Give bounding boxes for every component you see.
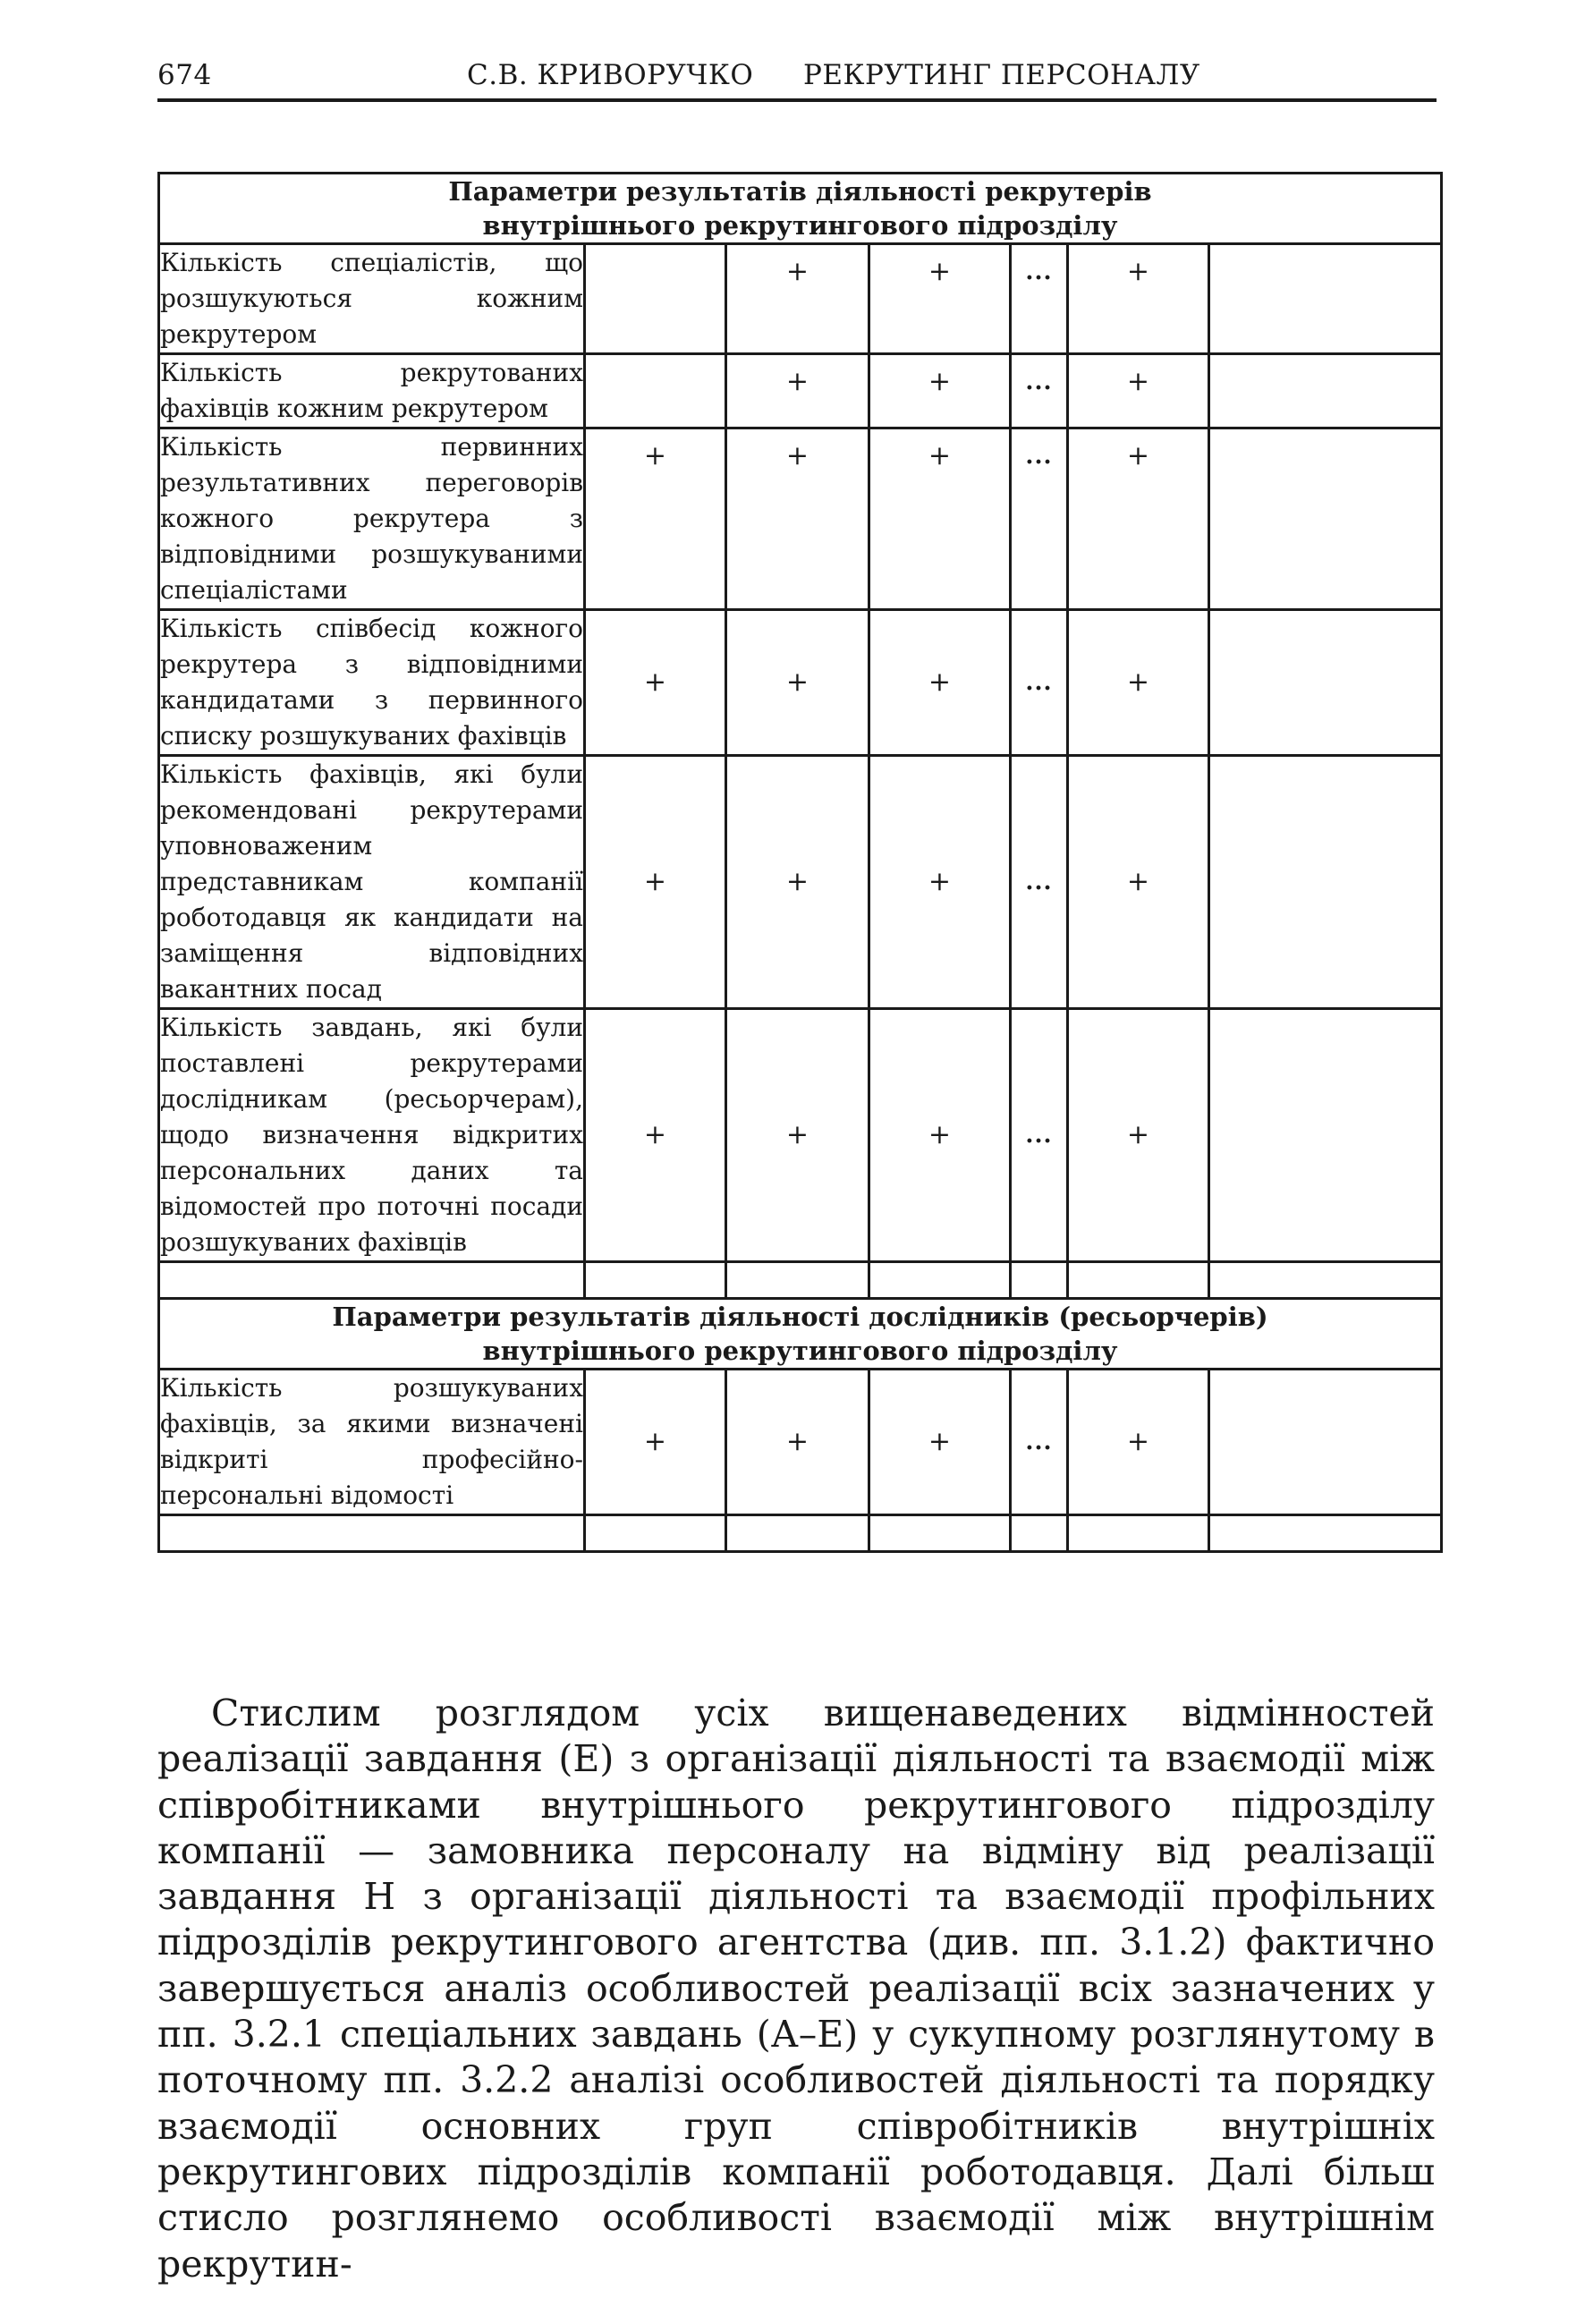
empty-cell <box>1209 610 1442 756</box>
blank-row <box>159 1262 1442 1299</box>
empty-cell <box>585 1515 726 1552</box>
plus-mark-cell: + <box>726 244 869 354</box>
empty-cell <box>1068 1515 1209 1552</box>
empty-cell <box>726 1515 869 1552</box>
empty-cell <box>1011 1262 1068 1299</box>
plus-mark-cell: + <box>869 1009 1011 1262</box>
row-label: Кількість співбесід кожного рекрутера з відповідними кандидатами з первинного списку розшукуваних фахівців <box>159 610 585 756</box>
empty-cell <box>726 1262 869 1299</box>
parameters-table <box>157 172 1443 1553</box>
section-title-line1: Параметри результатів діяльності дослідників (ресьорчерів) <box>332 1302 1268 1332</box>
header-author: С.В. КРИВОРУЧКО <box>467 59 754 91</box>
plus-mark-cell: + <box>869 428 1011 610</box>
empty-cell <box>1209 1009 1442 1262</box>
empty-cell <box>1011 1515 1068 1552</box>
empty-cell <box>159 1262 585 1299</box>
plus-mark-cell: + <box>1068 428 1209 610</box>
row-label: Кількість первинних результативних переговорів кожного рекрутера з відповідними розшукуваними спеціалістами <box>159 428 585 610</box>
ellipsis-cell: ... <box>1011 1009 1068 1262</box>
plus-mark-cell: + <box>869 244 1011 354</box>
empty-cell <box>1209 244 1442 354</box>
row-label: Кількість рекрутованих фахівців кожним рекрутером <box>159 354 585 428</box>
section-title-line2: внутрішнього рекрутингового підрозділу <box>482 1336 1118 1366</box>
empty-cell <box>1209 756 1442 1009</box>
plus-mark-cell: + <box>726 1370 869 1515</box>
table-row <box>159 354 1442 428</box>
plus-mark-cell: + <box>585 1009 726 1262</box>
plus-mark-cell: + <box>1068 756 1209 1009</box>
section-header-row <box>159 174 1442 244</box>
body-paragraph-block <box>157 1691 1435 2287</box>
plus-mark-cell: + <box>726 756 869 1009</box>
empty-cell <box>159 1515 585 1552</box>
plus-mark-cell: + <box>726 354 869 428</box>
ellipsis-cell: ... <box>1011 756 1068 1009</box>
empty-cell <box>585 354 726 428</box>
row-label: Кількість фахівців, які були рекомендовані рекрутерами уповноваженим представникам компанії роботодавця як кандидати на заміщення відповідних вакантних посад <box>159 756 585 1009</box>
plus-mark-cell: + <box>1068 610 1209 756</box>
section-title <box>159 174 1442 244</box>
section-title-line1: Параметри результатів діяльності рекрутерів <box>448 176 1152 207</box>
empty-cell <box>1068 1262 1209 1299</box>
ellipsis-cell: ... <box>1011 244 1068 354</box>
ellipsis-cell: ... <box>1011 610 1068 756</box>
plus-mark-cell: + <box>869 354 1011 428</box>
table-row <box>159 756 1442 1009</box>
ellipsis-cell: ... <box>1011 428 1068 610</box>
plus-mark-cell: + <box>585 756 726 1009</box>
table-row <box>159 428 1442 610</box>
empty-cell <box>869 1515 1011 1552</box>
plus-mark-cell: + <box>1068 354 1209 428</box>
empty-cell <box>869 1262 1011 1299</box>
header-book-title: РЕКРУТИНГ ПЕРСОНАЛУ <box>803 59 1200 91</box>
plus-mark-cell: + <box>585 428 726 610</box>
row-label: Кількість завдань, які були поставлені рекрутерами дослідникам (ресьорчерам), щодо визначення відкритих персональних даних та відомостей про поточні посади розшукуваних фахівців <box>159 1009 585 1262</box>
table-row <box>159 1370 1442 1515</box>
section-title-line2: внутрішнього рекрутингового підрозділу <box>482 210 1118 241</box>
running-header <box>157 55 1435 97</box>
header-rule <box>157 98 1437 102</box>
row-label: Кількість спеціалістів, що розшукуються кожним рекрутером <box>159 244 585 354</box>
plus-mark-cell: + <box>1068 1370 1209 1515</box>
plus-mark-cell: + <box>1068 244 1209 354</box>
row-label: Кількість розшукуваних фахівців, за якими визначені відкриті професійно-персональні відомості <box>159 1370 585 1515</box>
empty-cell <box>1209 354 1442 428</box>
blank-row <box>159 1515 1442 1552</box>
empty-cell <box>585 1262 726 1299</box>
section-header-row <box>159 1299 1442 1370</box>
empty-cell <box>1209 1262 1442 1299</box>
plus-mark-cell: + <box>726 1009 869 1262</box>
empty-cell <box>1209 428 1442 610</box>
body-paragraph: Стислим розглядом усіх вищенаведених відмінностей реалізації завдання (Е) з організації діяльності та взаємодії між співробітниками внутрішнього рекрутингового підрозділу компанії — замовника персоналу на відміну від реалізації завдання Н з організації діяльності та взаємодії профільних підрозділів рекрутингового агентства (див. пп. 3.1.2) фактично завершується аналіз особливостей реалізації всіх зазначених у пп. 3.2.1 спеціальних завдань (А–Е) у сукупному розглянутому в поточному пп. 3.2.2 аналізі особливостей діяльності та порядку взаємодії основних груп співробітників внутрішніх рекрутингових підрозділів компанії роботодавця. Далі більш стисло розглянемо особливості взаємодії між внутрішнім рекрутин- <box>157 1692 1435 2286</box>
empty-cell <box>1209 1515 1442 1552</box>
table-row <box>159 610 1442 756</box>
ellipsis-cell: ... <box>1011 354 1068 428</box>
ellipsis-cell: ... <box>1011 1370 1068 1515</box>
plus-mark-cell: + <box>869 756 1011 1009</box>
plus-mark-cell: + <box>1068 1009 1209 1262</box>
plus-mark-cell: + <box>585 1370 726 1515</box>
plus-mark-cell: + <box>869 610 1011 756</box>
table-row <box>159 1009 1442 1262</box>
empty-cell <box>1209 1370 1442 1515</box>
plus-mark-cell: + <box>585 610 726 756</box>
plus-mark-cell: + <box>869 1370 1011 1515</box>
table-row <box>159 244 1442 354</box>
plus-mark-cell: + <box>726 428 869 610</box>
section-title <box>159 1299 1442 1370</box>
empty-cell <box>585 244 726 354</box>
plus-mark-cell: + <box>726 610 869 756</box>
page-number: 674 <box>157 59 212 91</box>
